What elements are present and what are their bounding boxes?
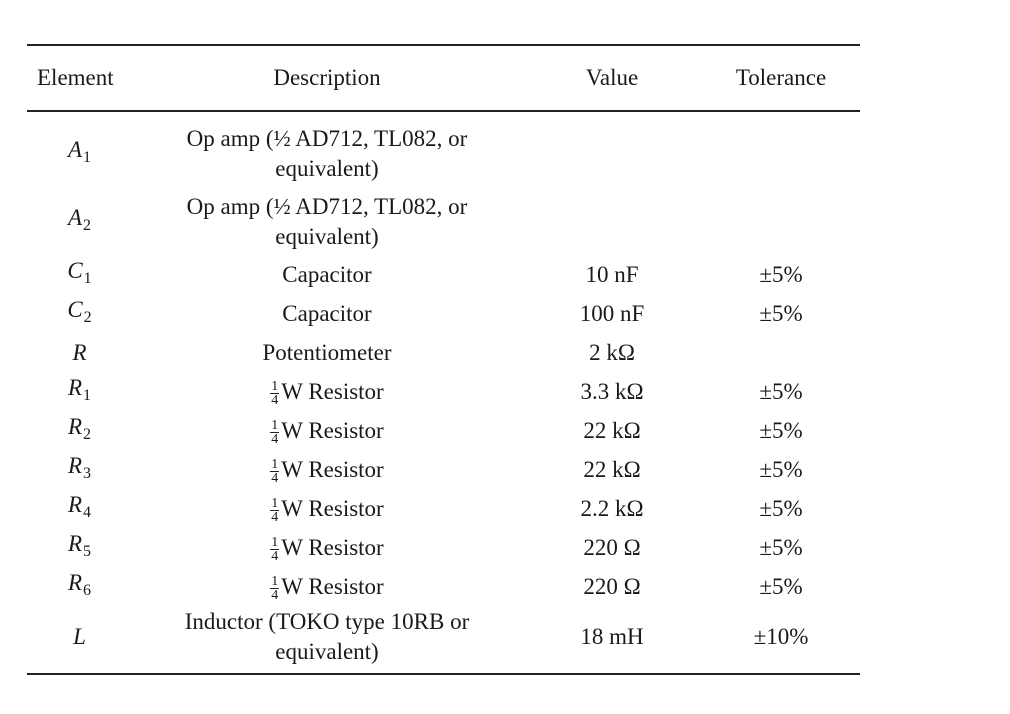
fraction: $\frac{1}{4}$ bbox=[271, 574, 279, 604]
element-symbol: L bbox=[73, 623, 86, 649]
description-cell: $\frac{1}{4}$ W Resistor bbox=[271, 573, 384, 604]
value-cell: 22 kΩ bbox=[583, 457, 641, 482]
tolerance-cell bbox=[702, 188, 860, 256]
element-symbol: $R_4$ bbox=[67, 492, 92, 521]
fraction: $\frac{1}{4}$ bbox=[271, 379, 279, 409]
description-cell: Capacitor bbox=[282, 262, 372, 287]
element-symbol: $R_6$ bbox=[67, 570, 92, 599]
bottom-rule bbox=[27, 673, 860, 675]
tolerance-cell: ±5% bbox=[759, 418, 803, 443]
value-cell bbox=[522, 120, 702, 188]
value-cell: 22 kΩ bbox=[583, 418, 641, 443]
table-row bbox=[27, 607, 860, 667]
table-row bbox=[27, 334, 860, 373]
tolerance-cell bbox=[702, 334, 860, 373]
header-tolerance: Tolerance bbox=[735, 65, 827, 90]
element-symbol: $R_3$ bbox=[67, 453, 92, 482]
description-cell: $\frac{1}{4}$ W Resistor bbox=[271, 378, 384, 409]
table-row bbox=[27, 188, 860, 256]
description-cell: $\frac{1}{4}$ W Resistor bbox=[271, 534, 384, 565]
table-row bbox=[27, 120, 860, 188]
description-cell: Inductor (TOKO type 10RB or equivalent) bbox=[184, 608, 470, 664]
description-cell: $\frac{1}{4}$ W Resistor bbox=[271, 456, 384, 487]
element-symbol: $C_1$ bbox=[67, 258, 92, 287]
description-cell: Potentiometer bbox=[262, 340, 392, 365]
element-symbol: $A_1$ bbox=[67, 136, 92, 166]
header-row bbox=[27, 46, 860, 110]
tolerance-cell bbox=[702, 120, 860, 188]
tolerance-cell: ±5% bbox=[759, 379, 803, 404]
fraction: $\frac{1}{4}$ bbox=[271, 535, 279, 565]
element-symbol: $A_2$ bbox=[67, 204, 92, 234]
table-row bbox=[27, 295, 860, 334]
description-cell: $\frac{1}{4}$ W Resistor bbox=[271, 417, 384, 448]
value-cell: 2.2 kΩ bbox=[580, 496, 644, 521]
value-cell bbox=[522, 188, 702, 256]
table-row bbox=[27, 451, 860, 490]
table-row bbox=[27, 412, 860, 451]
parts-table-body bbox=[27, 120, 860, 667]
header-element: Element bbox=[37, 65, 114, 90]
fraction: $\frac{1}{4}$ bbox=[271, 457, 279, 487]
tolerance-cell: ±5% bbox=[759, 496, 803, 521]
value-cell: 220 Ω bbox=[583, 574, 641, 599]
element-symbol: $C_2$ bbox=[67, 297, 92, 326]
value-cell: 10 nF bbox=[585, 262, 639, 287]
parts-table bbox=[27, 46, 860, 110]
value-cell: 3.3 kΩ bbox=[580, 379, 644, 404]
tolerance-cell: ±10% bbox=[753, 623, 809, 649]
header-description: Description bbox=[273, 65, 381, 90]
value-cell: 2 kΩ bbox=[589, 340, 635, 365]
value-cell: 220 Ω bbox=[583, 535, 641, 560]
description-cell: $\frac{1}{4}$ W Resistor bbox=[271, 495, 384, 526]
table-row bbox=[27, 373, 860, 412]
table-row bbox=[27, 490, 860, 529]
table-row bbox=[27, 529, 860, 568]
description-cell: Capacitor bbox=[282, 301, 372, 326]
component-table bbox=[27, 44, 860, 675]
tolerance-cell: ±5% bbox=[759, 535, 803, 560]
description-cell: Op amp (½ AD712, TL082, or equivalent) bbox=[186, 193, 468, 249]
table-row bbox=[27, 256, 860, 295]
tolerance-cell: ±5% bbox=[759, 457, 803, 482]
tolerance-cell: ±5% bbox=[759, 574, 803, 599]
element-symbol: $R_1$ bbox=[67, 375, 92, 404]
value-cell: 100 nF bbox=[579, 301, 645, 326]
tolerance-cell: ±5% bbox=[759, 262, 803, 287]
description-cell: Op amp (½ AD712, TL082, or equivalent) bbox=[186, 125, 468, 181]
element-symbol: R bbox=[72, 340, 87, 365]
element-symbol: $R_5$ bbox=[67, 531, 92, 560]
value-cell: 18 mH bbox=[580, 623, 644, 649]
table-row bbox=[27, 568, 860, 607]
header-value: Value bbox=[585, 65, 639, 90]
fraction: $\frac{1}{4}$ bbox=[271, 418, 279, 448]
element-symbol: $R_2$ bbox=[67, 414, 92, 443]
fraction: $\frac{1}{4}$ bbox=[271, 496, 279, 526]
tolerance-cell: ±5% bbox=[759, 301, 803, 326]
